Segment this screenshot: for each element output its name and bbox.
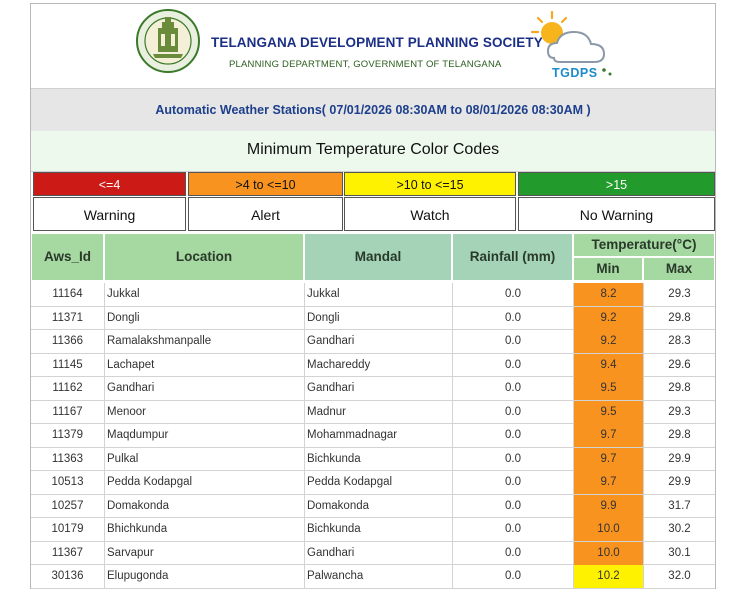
stations-title: Automatic Weather Stations( 07/01/2026 08:30AM to 08/01/2026 08:30AM )	[155, 103, 591, 117]
cell-aws-id: 10257	[51, 499, 84, 512]
cell-max-temp: 29.8	[643, 307, 715, 330]
cell-max-temp: 29.9	[643, 448, 715, 471]
color-code-watch: >10 to <=15	[344, 172, 516, 196]
label-alert: Alert	[188, 197, 343, 231]
cell-max-temp: 31.7	[643, 495, 715, 518]
cell-min-temp: 10.0	[573, 518, 643, 541]
cell-location: Elupugonda	[104, 565, 304, 588]
cell-min-temp: 9.5	[573, 377, 643, 400]
table-row	[31, 518, 715, 542]
cell-max-temp: 28.3	[643, 330, 715, 353]
table-row	[31, 471, 715, 495]
telangana-emblem-icon	[135, 8, 201, 74]
cell-rainfall: 0.0	[452, 518, 573, 541]
cell-rainfall: 0.0	[452, 283, 573, 306]
legend-title-bar	[31, 131, 715, 172]
header-location: Location	[104, 233, 304, 281]
cell-rainfall: 0.0	[452, 495, 573, 518]
table-row	[31, 565, 715, 589]
cell-location: Sarvapur	[104, 542, 304, 565]
page-header	[31, 4, 715, 88]
color-code-warning: <=4	[33, 172, 186, 196]
org-name: TELANGANA DEVELOPMENT PLANNING SOCIETY	[211, 35, 543, 50]
color-codes-row	[33, 172, 715, 196]
cell-rainfall: 0.0	[452, 330, 573, 353]
cell-mandal: Madnur	[304, 401, 452, 424]
cell-aws-id: 11363	[51, 452, 84, 465]
cell-mandal: Mohammadnagar	[304, 424, 452, 447]
cell-rainfall: 0.0	[452, 354, 573, 377]
cell-min-temp: 9.7	[573, 471, 643, 494]
cell-aws-id: 11162	[52, 382, 83, 394]
cell-rainfall: 0.0	[452, 424, 573, 447]
stations-banner	[31, 88, 715, 132]
cell-aws-id: 10179	[51, 523, 84, 535]
cell-mandal: Gandhari	[304, 330, 452, 353]
cell-mandal: Gandhari	[304, 542, 452, 565]
header-min: Min	[573, 257, 643, 281]
cell-mandal: Gandhari	[304, 377, 452, 400]
cell-mandal: Bichkunda	[304, 518, 452, 541]
color-code-labels-row	[33, 197, 715, 231]
cell-location: Jukkal	[104, 283, 304, 306]
cell-max-temp: 30.1	[643, 542, 715, 565]
table-row	[31, 542, 715, 566]
cell-location: Dongli	[104, 307, 304, 330]
header-mandal: Mandal	[304, 233, 452, 281]
color-code-no-warning: >15	[518, 172, 715, 196]
cell-aws-id: 11366	[51, 335, 84, 347]
legend-title: Minimum Temperature Color Codes	[246, 141, 500, 158]
cell-mandal: Domakonda	[304, 495, 452, 518]
header-aws-id: Aws_Id	[31, 233, 104, 281]
cell-location: Menoor	[104, 401, 304, 424]
cell-location: Pulkal	[104, 448, 304, 471]
cell-location: Lachapet	[104, 354, 304, 377]
header-max: Max	[643, 257, 715, 281]
cell-max-temp: 32.0	[643, 565, 715, 588]
tgdps-logo-text: TGDPS	[552, 66, 598, 80]
cell-location: Pedda Kodapgal	[104, 471, 304, 494]
label-warning: Warning	[33, 197, 186, 231]
cell-rainfall: 0.0	[452, 401, 573, 424]
cell-max-temp: 29.3	[643, 401, 715, 424]
table-row	[31, 283, 715, 307]
cell-aws-id: 10513	[51, 476, 84, 488]
cell-aws-id: 11167	[52, 405, 83, 418]
cell-max-temp: 30.2	[643, 518, 715, 541]
cell-aws-id: 11145	[52, 358, 83, 371]
header-temperature: Temperature(°C)	[573, 233, 715, 257]
tgdps-logo	[524, 8, 616, 86]
cell-min-temp: 8.2	[573, 283, 643, 306]
cell-rainfall: 0.0	[452, 565, 573, 588]
cell-min-temp: 9.7	[573, 424, 643, 447]
table-row	[31, 448, 715, 472]
cell-mandal: Bichkunda	[304, 448, 452, 471]
cell-aws-id: 11164	[52, 288, 83, 300]
cell-min-temp: 9.9	[573, 495, 643, 518]
cell-max-temp: 29.8	[643, 424, 715, 447]
cell-min-temp: 9.2	[573, 307, 643, 330]
cell-min-temp: 9.2	[573, 330, 643, 353]
table-row	[31, 354, 715, 378]
table-row	[31, 307, 715, 331]
cell-location: Gandhari	[104, 377, 304, 400]
cell-aws-id: 30136	[51, 570, 84, 582]
label-no-warning: No Warning	[518, 197, 715, 231]
cell-mandal: Dongli	[304, 307, 452, 330]
cell-max-temp: 29.9	[643, 471, 715, 494]
table-row	[31, 495, 715, 519]
cell-location: Maqdumpur	[104, 424, 304, 447]
cell-min-temp: 10.0	[573, 542, 643, 565]
cell-mandal: Palwancha	[304, 565, 452, 588]
color-code-alert: >4 to <=10	[188, 172, 343, 196]
table-row	[31, 424, 715, 448]
table-row	[31, 401, 715, 425]
cell-location: Ramalakshmanpalle	[104, 330, 304, 353]
cell-min-temp: 9.4	[573, 354, 643, 377]
bulletin-frame	[30, 3, 716, 589]
cell-mandal: Pedda Kodapgal	[304, 471, 452, 494]
cell-max-temp: 29.8	[643, 377, 715, 400]
org-subtitle: PLANNING DEPARTMENT, GOVERNMENT OF TELANGANA	[229, 59, 502, 70]
cell-location: Domakonda	[104, 495, 304, 518]
header-rainfall: Rainfall (mm)	[452, 233, 573, 281]
cell-mandal: Jukkal	[304, 283, 452, 306]
cell-rainfall: 0.0	[452, 448, 573, 471]
table-row	[31, 377, 715, 401]
cell-aws-id: 11371	[51, 311, 84, 324]
cell-max-temp: 29.6	[643, 354, 715, 377]
cell-max-temp: 29.3	[643, 283, 715, 306]
data-table-body	[31, 283, 715, 590]
cell-rainfall: 0.0	[452, 542, 573, 565]
cell-rainfall: 0.0	[452, 377, 573, 400]
cell-aws-id: 11379	[51, 429, 84, 441]
label-watch: Watch	[344, 197, 516, 231]
table-row	[31, 330, 715, 354]
cell-rainfall: 0.0	[452, 471, 573, 494]
cell-mandal: Machareddy	[304, 354, 452, 377]
cell-aws-id: 11367	[51, 546, 84, 559]
cell-location: Bhichkunda	[104, 518, 304, 541]
cell-min-temp: 9.5	[573, 401, 643, 424]
cell-min-temp: 9.7	[573, 448, 643, 471]
cell-rainfall: 0.0	[452, 307, 573, 330]
cell-min-temp: 10.2	[573, 565, 643, 588]
